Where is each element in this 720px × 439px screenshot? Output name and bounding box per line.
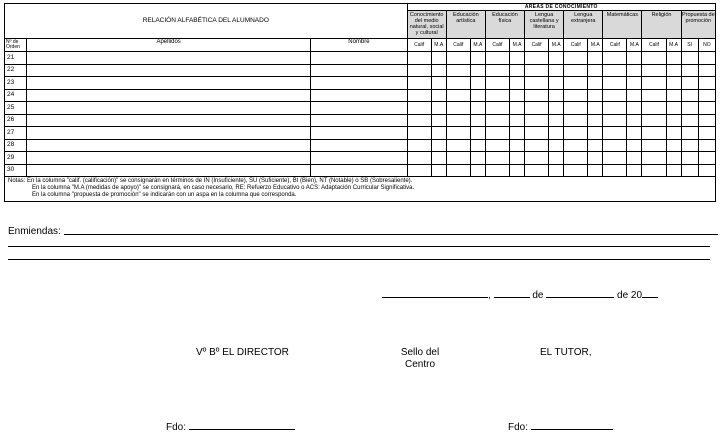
notes-cell <box>5 177 716 202</box>
grade-cell[interactable] <box>407 164 431 177</box>
grade-cell[interactable] <box>431 164 446 177</box>
grade-cell[interactable] <box>407 77 431 90</box>
grade-cell[interactable] <box>564 127 588 140</box>
grade-cell[interactable] <box>564 89 588 102</box>
sub-calif: Calif <box>485 39 509 52</box>
enmiendas-line-2[interactable] <box>8 246 710 247</box>
sub-calif: Calif <box>407 39 431 52</box>
grade-cell[interactable] <box>681 102 698 115</box>
grade-cell[interactable] <box>549 164 564 177</box>
enmiendas-label: Enmiendas: <box>8 226 61 237</box>
grade-cell[interactable] <box>431 139 446 152</box>
grade-cell[interactable] <box>681 114 698 127</box>
grade-cell[interactable] <box>627 102 642 115</box>
grade-cell[interactable] <box>666 77 681 90</box>
grade-cell[interactable] <box>588 77 603 90</box>
grade-cell[interactable] <box>627 114 642 127</box>
grade-cell[interactable] <box>627 164 642 177</box>
grade-cell[interactable] <box>666 89 681 102</box>
grade-cell[interactable] <box>470 139 485 152</box>
grade-cell[interactable] <box>549 64 564 77</box>
sub-ma: M.A <box>666 39 681 52</box>
grade-cell[interactable] <box>564 77 588 90</box>
table-row <box>5 89 716 102</box>
header-row-sub <box>5 39 716 52</box>
grade-cell[interactable] <box>470 127 485 140</box>
grade-cell[interactable] <box>470 114 485 127</box>
grade-cell[interactable] <box>485 114 509 127</box>
grade-cell[interactable] <box>666 139 681 152</box>
nombre-cell[interactable] <box>311 52 407 65</box>
sub-calif: Calif <box>642 39 666 52</box>
grade-cell[interactable] <box>525 102 549 115</box>
table-row <box>5 139 716 152</box>
grade-cell[interactable] <box>698 52 715 65</box>
grade-cell[interactable] <box>666 102 681 115</box>
grade-cell[interactable] <box>588 89 603 102</box>
note-line: En la columna "M.A (medidas de apoyo)" se consignará, en caso necesario, RE: Refuerzo Educativo o ACS: Adaptación Curricular Significativa. <box>32 185 415 191</box>
grade-cell[interactable] <box>431 102 446 115</box>
row-number: 24 <box>5 89 27 102</box>
grade-cell[interactable] <box>485 139 509 152</box>
promotion-header: Propuesta de promoción <box>681 11 715 39</box>
sub-calif: Calif <box>603 39 627 52</box>
table-row <box>5 164 716 177</box>
grade-cell[interactable] <box>642 164 666 177</box>
grade-cell[interactable] <box>485 152 509 165</box>
grade-cell[interactable] <box>407 139 431 152</box>
grade-cell[interactable] <box>549 52 564 65</box>
row-number: 22 <box>5 64 27 77</box>
grade-cell[interactable] <box>588 52 603 65</box>
sub-ma: M.A <box>431 39 446 52</box>
grade-cell[interactable] <box>588 127 603 140</box>
grade-cell[interactable] <box>564 164 588 177</box>
grade-cell[interactable] <box>666 152 681 165</box>
grade-cell[interactable] <box>627 64 642 77</box>
grade-cell[interactable] <box>446 114 470 127</box>
row-number: 28 <box>5 139 27 152</box>
grade-cell[interactable] <box>509 77 524 90</box>
grade-cell[interactable] <box>666 164 681 177</box>
director-sign-blank[interactable] <box>189 419 295 430</box>
grade-cell[interactable] <box>603 152 627 165</box>
grade-cell[interactable] <box>603 89 627 102</box>
area-header: Matemáticas <box>603 11 642 39</box>
grade-cell[interactable] <box>642 139 666 152</box>
nombre-cell[interactable] <box>311 152 407 165</box>
notes-row <box>5 177 716 202</box>
grade-cell[interactable] <box>666 64 681 77</box>
grade-cell[interactable] <box>509 89 524 102</box>
apellidos-cell[interactable] <box>27 152 311 165</box>
nombre-cell[interactable] <box>311 127 407 140</box>
grade-cell[interactable] <box>603 64 627 77</box>
director-signature <box>166 419 295 433</box>
grade-cell[interactable] <box>681 52 698 65</box>
table-body <box>5 52 716 177</box>
grade-cell[interactable] <box>470 77 485 90</box>
place-date-line <box>382 287 658 301</box>
areas-header: ÁREAS DE CONOCIMIENTO <box>407 4 715 11</box>
apellidos-cell[interactable] <box>27 77 311 90</box>
grade-cell[interactable] <box>549 139 564 152</box>
grade-cell[interactable] <box>681 127 698 140</box>
nombre-cell[interactable] <box>311 64 407 77</box>
grade-cell[interactable] <box>642 152 666 165</box>
grade-cell[interactable] <box>588 102 603 115</box>
grade-cell[interactable] <box>470 52 485 65</box>
grade-cell[interactable] <box>525 77 549 90</box>
grade-cell[interactable] <box>431 64 446 77</box>
grade-cell[interactable] <box>431 89 446 102</box>
row-number: 25 <box>5 102 27 115</box>
grade-cell[interactable] <box>446 139 470 152</box>
sub-ma: M.A <box>627 39 642 52</box>
sub-ma: M.A <box>509 39 524 52</box>
grade-cell[interactable] <box>525 152 549 165</box>
enmiendas-line-3[interactable] <box>8 259 710 260</box>
grade-cell[interactable] <box>407 114 431 127</box>
grade-cell[interactable] <box>666 114 681 127</box>
grade-cell[interactable] <box>698 139 715 152</box>
sello-label: Sello del Centro <box>400 347 440 370</box>
apellidos-cell[interactable] <box>27 114 311 127</box>
row-number: 21 <box>5 52 27 65</box>
tutor-sign-blank[interactable] <box>531 419 613 430</box>
grade-cell[interactable] <box>642 89 666 102</box>
grade-cell[interactable] <box>485 77 509 90</box>
grade-cell[interactable] <box>642 77 666 90</box>
sub-si: SI <box>681 39 698 52</box>
grade-cell[interactable] <box>698 89 715 102</box>
note-line: En la columna "propuesta de promoción" se indicarán con un aspa en la columna que corresponda. <box>32 192 297 198</box>
grade-cell[interactable] <box>525 89 549 102</box>
grade-cell[interactable] <box>603 77 627 90</box>
grade-cell[interactable] <box>446 89 470 102</box>
grade-cell[interactable] <box>509 114 524 127</box>
grade-cell[interactable] <box>470 64 485 77</box>
table-row <box>5 114 716 127</box>
grade-cell[interactable] <box>407 127 431 140</box>
grade-cell[interactable] <box>698 114 715 127</box>
grade-cell[interactable] <box>627 152 642 165</box>
grade-cell[interactable] <box>627 77 642 90</box>
fdo-label: Fdo: <box>166 422 187 433</box>
table-title: RELACIÓN ALFABÉTICA DEL ALUMNADO <box>5 4 408 39</box>
apellidos-cell[interactable] <box>27 89 311 102</box>
director-label: Vº Bº EL DIRECTOR <box>196 347 289 358</box>
nombre-cell[interactable] <box>311 77 407 90</box>
grade-cell[interactable] <box>642 114 666 127</box>
grade-cell[interactable] <box>666 127 681 140</box>
grade-cell[interactable] <box>588 152 603 165</box>
col-apellidos-header: Apellidos <box>27 39 311 52</box>
apellidos-cell[interactable] <box>27 64 311 77</box>
nombre-cell[interactable] <box>311 114 407 127</box>
grade-cell[interactable] <box>642 52 666 65</box>
grade-cell[interactable] <box>603 127 627 140</box>
nombre-cell[interactable] <box>311 89 407 102</box>
grade-cell[interactable] <box>470 89 485 102</box>
area-header: Religión <box>642 11 681 39</box>
grade-cell[interactable] <box>525 127 549 140</box>
grade-cell[interactable] <box>698 102 715 115</box>
note-line: Notas: En la columna "calif. (calificación)" se consignarán en términos de IN (Insuficiente), SU (Suficiente), BI (Bien), NT (Notable) o SB (Sobresaliente). <box>8 178 413 184</box>
grade-cell[interactable] <box>588 139 603 152</box>
grade-cell[interactable] <box>446 52 470 65</box>
grade-cell[interactable] <box>681 89 698 102</box>
grade-cell[interactable] <box>681 77 698 90</box>
grade-cell[interactable] <box>603 114 627 127</box>
grade-cell[interactable] <box>564 139 588 152</box>
grade-cell[interactable] <box>485 102 509 115</box>
grade-cell[interactable] <box>431 52 446 65</box>
grade-cell[interactable] <box>681 139 698 152</box>
grade-cell[interactable] <box>509 64 524 77</box>
grade-cell[interactable] <box>698 77 715 90</box>
day-blank[interactable] <box>494 287 530 298</box>
apellidos-cell[interactable] <box>27 139 311 152</box>
table-row <box>5 127 716 140</box>
apellidos-cell[interactable] <box>27 52 311 65</box>
grade-cell[interactable] <box>431 127 446 140</box>
grade-cell[interactable] <box>525 139 549 152</box>
grade-cell[interactable] <box>485 89 509 102</box>
grade-cell[interactable] <box>446 64 470 77</box>
grade-cell[interactable] <box>485 127 509 140</box>
grade-cell[interactable] <box>509 152 524 165</box>
grade-cell[interactable] <box>564 64 588 77</box>
grade-cell[interactable] <box>485 164 509 177</box>
grade-cell[interactable] <box>627 127 642 140</box>
grade-cell[interactable] <box>470 102 485 115</box>
year-blank[interactable] <box>642 287 658 298</box>
area-header: Educación física <box>485 11 524 39</box>
row-number: 27 <box>5 127 27 140</box>
area-header: Conocimiento del medio natural, social y cultural <box>407 11 446 39</box>
grade-cell[interactable] <box>407 89 431 102</box>
row-number: 23 <box>5 77 27 90</box>
grade-cell[interactable] <box>407 152 431 165</box>
apellidos-cell[interactable] <box>27 102 311 115</box>
apellidos-cell[interactable] <box>27 127 311 140</box>
grade-cell[interactable] <box>549 127 564 140</box>
grade-cell[interactable] <box>525 114 549 127</box>
grade-cell[interactable] <box>564 114 588 127</box>
grade-cell[interactable] <box>407 102 431 115</box>
table-row <box>5 77 716 90</box>
grade-cell[interactable] <box>642 102 666 115</box>
grades-table <box>4 3 716 202</box>
grade-cell[interactable] <box>681 164 698 177</box>
grade-cell[interactable] <box>446 152 470 165</box>
apellidos-cell[interactable] <box>27 164 311 177</box>
grade-cell[interactable] <box>627 89 642 102</box>
grade-cell[interactable] <box>603 102 627 115</box>
comma: , <box>488 290 491 301</box>
grade-cell[interactable] <box>446 77 470 90</box>
table-row <box>5 52 716 65</box>
grade-cell[interactable] <box>698 164 715 177</box>
grade-cell[interactable] <box>549 77 564 90</box>
col-orden-header: Nº de Orden <box>5 39 27 52</box>
grade-cell[interactable] <box>509 52 524 65</box>
grade-cell[interactable] <box>549 102 564 115</box>
grade-cell[interactable] <box>564 52 588 65</box>
grade-cell[interactable] <box>603 52 627 65</box>
grade-cell[interactable] <box>509 139 524 152</box>
grade-cell[interactable] <box>698 64 715 77</box>
grade-cell[interactable] <box>549 114 564 127</box>
grade-cell[interactable] <box>525 164 549 177</box>
grade-cell[interactable] <box>698 152 715 165</box>
sub-ma: M.A <box>470 39 485 52</box>
grade-cell[interactable] <box>603 139 627 152</box>
grade-cell[interactable] <box>588 164 603 177</box>
fdo-label: Fdo: <box>508 422 529 433</box>
sub-calif: Calif <box>446 39 470 52</box>
grade-cell[interactable] <box>485 52 509 65</box>
grade-cell[interactable] <box>407 64 431 77</box>
grade-cell[interactable] <box>470 152 485 165</box>
grade-cell[interactable] <box>564 102 588 115</box>
grade-cell[interactable] <box>509 164 524 177</box>
tutor-label: EL TUTOR, <box>540 347 592 358</box>
grade-cell[interactable] <box>470 164 485 177</box>
sub-no: NO <box>698 39 715 52</box>
area-header: Educación artística <box>446 11 485 39</box>
grade-cell[interactable] <box>549 89 564 102</box>
grade-cell[interactable] <box>698 127 715 140</box>
table-row <box>5 152 716 165</box>
grade-cell[interactable] <box>431 77 446 90</box>
grade-cell[interactable] <box>642 64 666 77</box>
grade-cell[interactable] <box>485 64 509 77</box>
grade-cell[interactable] <box>446 102 470 115</box>
nombre-cell[interactable] <box>311 102 407 115</box>
grade-cell[interactable] <box>627 52 642 65</box>
place-blank[interactable] <box>382 287 488 298</box>
grade-cell[interactable] <box>588 114 603 127</box>
grade-cell[interactable] <box>564 152 588 165</box>
grade-cell[interactable] <box>407 52 431 65</box>
tutor-signature <box>508 419 613 433</box>
area-header: Lengua castellana y literatura <box>525 11 564 39</box>
year-prefix: de 20 <box>617 290 643 301</box>
grade-cell[interactable] <box>509 127 524 140</box>
grade-cell[interactable] <box>509 102 524 115</box>
sub-calif: Calif <box>564 39 588 52</box>
grade-cell[interactable] <box>431 152 446 165</box>
header-row-1 <box>5 4 716 11</box>
grade-cell[interactable] <box>627 139 642 152</box>
row-number: 30 <box>5 164 27 177</box>
sub-calif: Calif <box>525 39 549 52</box>
grade-cell[interactable] <box>446 127 470 140</box>
table-row <box>5 102 716 115</box>
enmiendas-line-1[interactable] <box>64 234 718 235</box>
month-blank[interactable] <box>546 287 614 298</box>
grade-cell[interactable] <box>603 164 627 177</box>
grade-cell[interactable] <box>666 52 681 65</box>
table-row <box>5 64 716 77</box>
area-header: Lengua extranjera <box>564 11 603 39</box>
sub-ma: M.A <box>549 39 564 52</box>
grade-cell[interactable] <box>681 152 698 165</box>
nombre-cell[interactable] <box>311 139 407 152</box>
sub-ma: M.A <box>588 39 603 52</box>
grade-cell[interactable] <box>549 152 564 165</box>
col-nombre-header: Nombre <box>311 39 407 52</box>
de-label: de <box>532 290 544 301</box>
grade-cell[interactable] <box>681 64 698 77</box>
grade-cell[interactable] <box>525 64 549 77</box>
row-number: 26 <box>5 114 27 127</box>
grade-cell[interactable] <box>446 164 470 177</box>
nombre-cell[interactable] <box>311 164 407 177</box>
grade-cell[interactable] <box>525 52 549 65</box>
row-number: 29 <box>5 152 27 165</box>
grade-cell[interactable] <box>431 114 446 127</box>
grade-cell[interactable] <box>588 64 603 77</box>
grade-cell[interactable] <box>642 127 666 140</box>
